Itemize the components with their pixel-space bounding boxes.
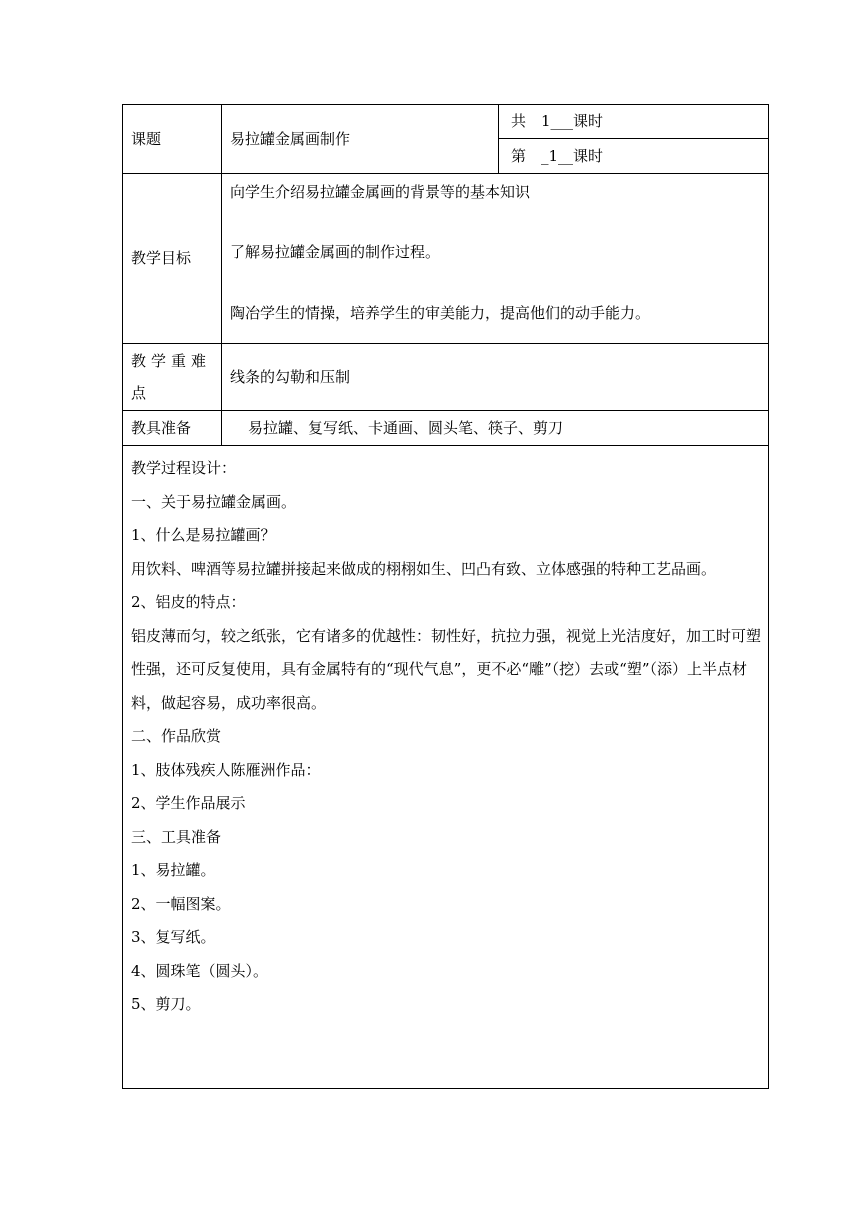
tools-label: 教具准备 xyxy=(123,411,222,446)
process-line: 一、关于易拉罐金属画。 xyxy=(131,492,297,511)
topic-value: 易拉罐金属画制作 xyxy=(222,105,499,174)
lesson-plan-table xyxy=(122,104,769,1089)
process-line: 2、铝皮的特点： xyxy=(131,593,246,611)
process-line: 铝皮薄而匀，较之纸张，它有诸多的优越性：韧性好，抗拉力强，视觉上光洁度好，加工时可塑性强，还可反复使用，具有金属特有的“现代气息”，更不必“雕”（挖）去或“塑”（添）上半点材料，做起容易，成功率很高。 xyxy=(131,626,762,712)
process-line: 1、易拉罐。 xyxy=(131,861,216,879)
topic-label: 课题 xyxy=(123,105,222,174)
process-content xyxy=(123,446,769,1089)
process-line: 5、剪刀。 xyxy=(131,995,201,1013)
topic-row xyxy=(123,105,769,139)
objective-line: 陶冶学生的情操，培养学生的审美能力，提高他们的动手能力。 xyxy=(230,303,651,322)
process-row xyxy=(123,446,769,1089)
objectives-row xyxy=(123,174,769,344)
process-line: 教学过程设计： xyxy=(131,459,237,477)
current-hour: 第 _1__课时 xyxy=(499,139,769,174)
process-line: 三、工具准备 xyxy=(131,827,222,846)
tools-row xyxy=(123,411,769,446)
key-points-value: 线条的勾勒和压制 xyxy=(222,344,769,411)
process-line: 用饮料、啤酒等易拉罐拼接起来做成的栩栩如生、凹凸有致、立体感强的特种工艺品画。 xyxy=(131,559,717,578)
objectives-label: 教学目标 xyxy=(123,174,222,344)
process-line: 2、学生作品展示 xyxy=(131,794,246,812)
process-line: 3、复写纸。 xyxy=(131,928,216,946)
key-points-label: 教学重难点 xyxy=(123,344,222,411)
total-hours: 共 1___课时 xyxy=(499,105,769,139)
objective-line: 了解易拉罐金属画的制作过程。 xyxy=(230,243,441,262)
process-line: 1、什么是易拉罐画？ xyxy=(131,526,276,544)
objectives-content xyxy=(222,174,769,344)
objective-line: 向学生介绍易拉罐金属画的背景等的基本知识 xyxy=(230,183,531,201)
key-points-row xyxy=(123,344,769,411)
process-line: 二、作品欣赏 xyxy=(131,727,222,745)
process-line: 2、一幅图案。 xyxy=(131,894,231,913)
tools-value: 易拉罐、复写纸、卡通画、圆头笔、筷子、剪刀 xyxy=(222,411,769,446)
process-line: 4、圆珠笔（圆头）。 xyxy=(131,961,269,980)
process-line: 1、肢体残疾人陈雁洲作品： xyxy=(131,760,321,779)
